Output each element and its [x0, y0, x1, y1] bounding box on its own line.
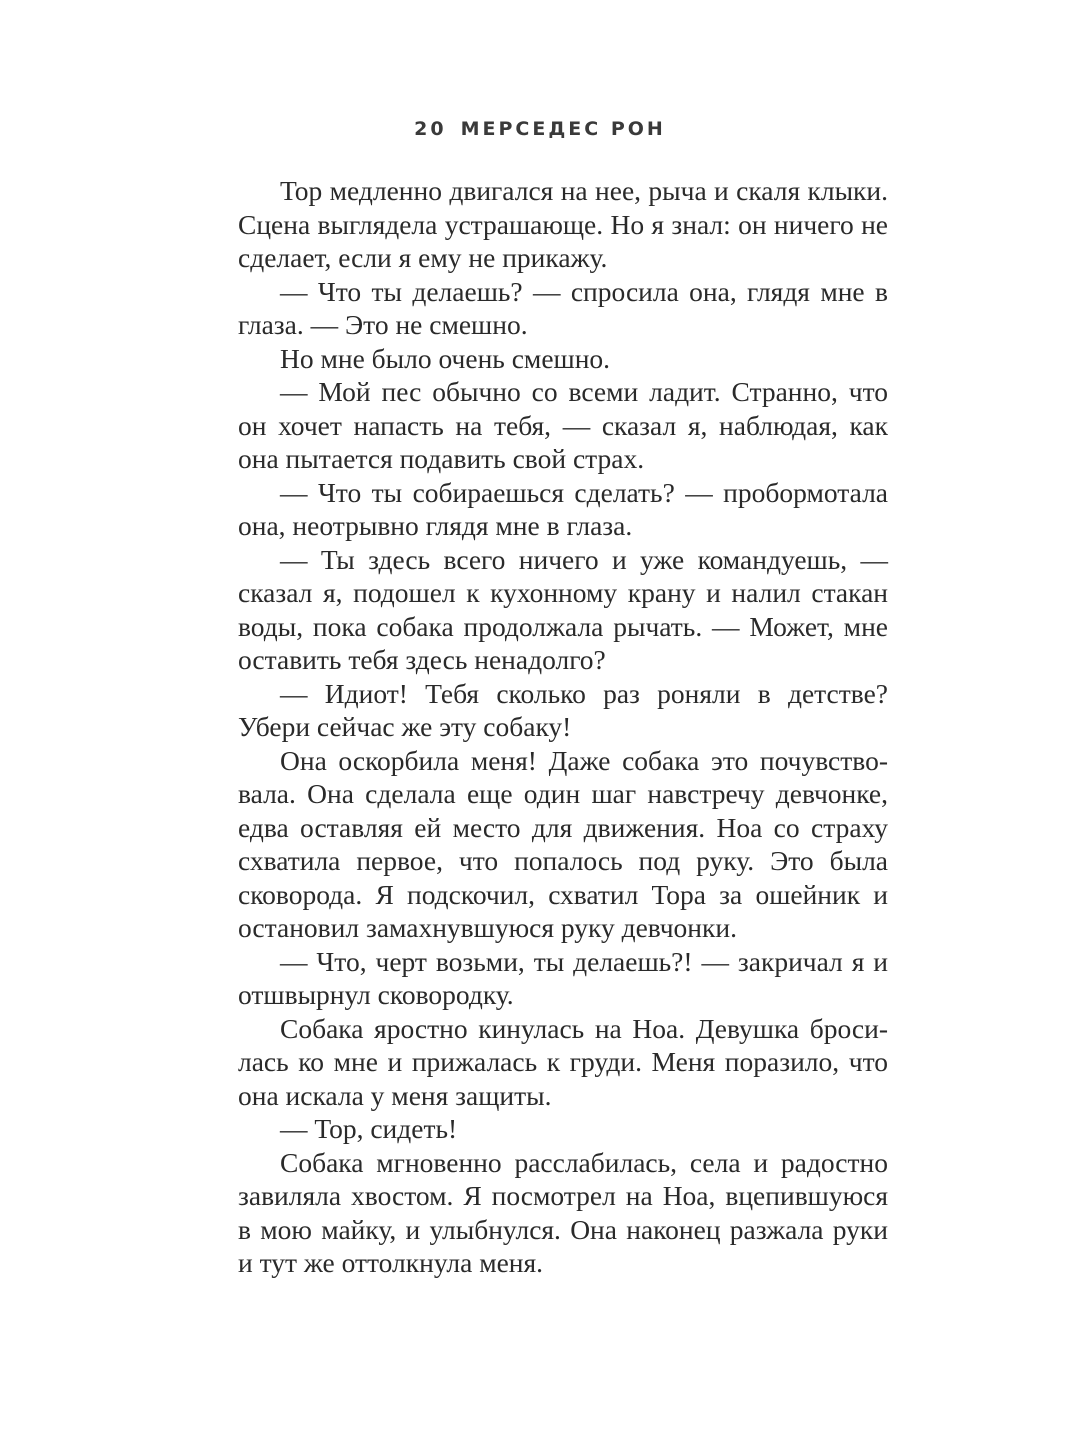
page-number: 20 [414, 118, 447, 140]
paragraph: Но мне было очень смешно. [280, 342, 611, 374]
body-text [238, 174, 888, 1280]
paragraph: — Идиот! Тебя сколько раз роняли в детстве? Убери сейчас же эту собаку! [238, 677, 888, 742]
paragraph: Собака мгновенно расслабилась, села и радостно завиляла хвостом. Я посмотрел на Ноа, вцепившуюся в мою майку, и улыбнулся. Она наконец разжала руки и тут же оттолкнула меня. [238, 1146, 888, 1278]
paragraph: — Мой пес обычно со всеми ладит. Странно, что он хочет напасть на тебя, — сказал я, наблюдая, как она пытается подавить свой страх. [238, 376, 888, 474]
running-head [0, 118, 1080, 140]
paragraph: — Ты здесь всего ничего и уже командуешь, — сказал я, подошел к кухонному крану и налил стакан воды, пока собака продолжала рычать. — Может, мне оставить тебя здесь ненадолго? [238, 543, 888, 675]
paragraph: — Что ты делаешь? — спросила она, глядя мне в глаза. — Это не смешно. [238, 275, 888, 340]
paragraph: Она оскорбила меня! Даже собака это почувствовала. Она сделала еще один шаг навстречу девчонке, едва оставляя ей место для движения. Ноа со страху схватила первое, что попалось под руку. Это была сковорода. Я подскочил, схватил Тора за ошейник и остановил замахнувшуюся руку девчонки. [238, 744, 888, 943]
paragraph: Тор медленно двигался на нее, рыча и скаля клыки. Сцена выглядела устрашающе. Но я знал: он ничего не сделает, если я ему не прикажу. [238, 175, 888, 273]
paragraph: — Что, черт возьми, ты делаешь?! — закричал я и отшвырнул сковородку. [238, 945, 888, 1010]
author-name: МЕРСЕДЕС РОН [460, 118, 666, 140]
paragraph: — Что ты собираешься сделать? — пробормотала она, неотрывно глядя мне в глаза. [238, 476, 888, 541]
paragraph: Собака яростно кинулась на Ноа. Девушка бросилась ко мне и прижалась к груди. Меня поразило, что она искала у меня защиты. [238, 1012, 888, 1111]
paragraph: — Тор, сидеть! [280, 1113, 458, 1144]
